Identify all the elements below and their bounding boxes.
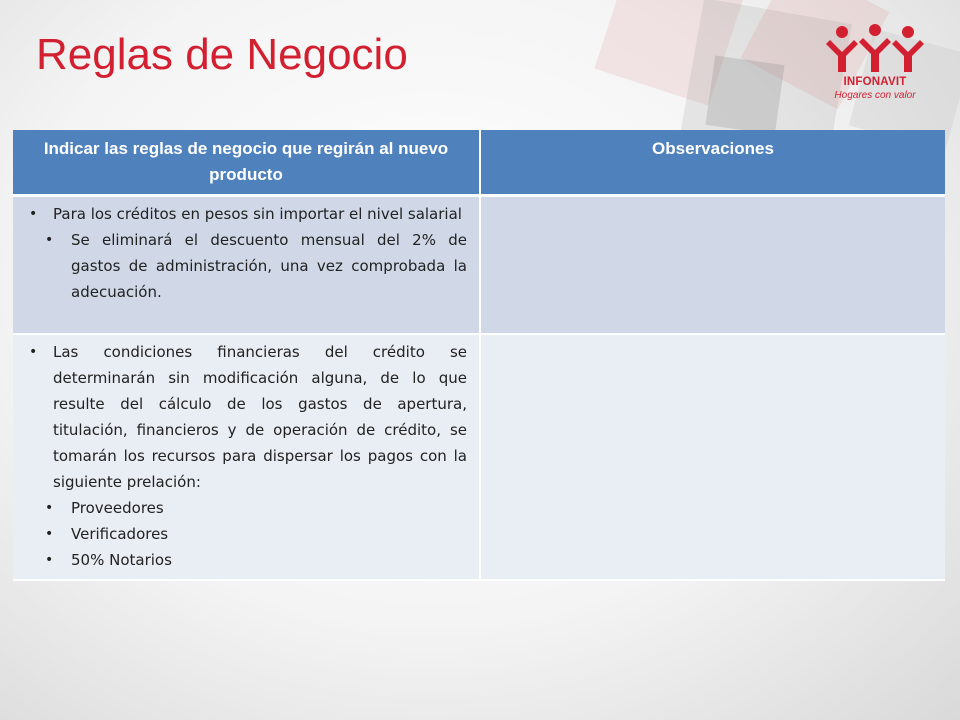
logo-tagline: Hogares con valor <box>834 90 916 101</box>
observaciones-cell[interactable] <box>480 334 945 580</box>
decorative-square <box>705 55 784 134</box>
business-rules-table <box>13 130 945 581</box>
rule-subitem: • Proveedores <box>71 495 467 521</box>
rule-list <box>25 339 467 495</box>
rule-cell <box>13 196 480 335</box>
rule-sublist <box>25 495 467 573</box>
rule-bullet: • Las condiciones financieras del crédito se determinarán sin modificación alguna, de lo que resulte del cálculo de los gastos de apertura, titulación, financieros y de operación de crédito, se tomarán los recursos para dispersar los pagos con la siguiente prelación: <box>53 339 467 495</box>
header-observaciones: Observaciones <box>480 130 945 196</box>
infonavit-logo <box>826 24 924 102</box>
observaciones-cell[interactable] <box>480 196 945 335</box>
table-row <box>13 334 945 580</box>
decorative-square <box>594 0 745 106</box>
table-row <box>13 196 945 335</box>
table-header-row <box>13 130 945 196</box>
rule-subitem: • 50% Notarios <box>71 547 467 573</box>
rule-bullet: • Para los créditos en pesos sin importar el nivel salarial <box>53 201 467 227</box>
rule-sublist <box>25 227 467 305</box>
slide-title: Reglas de Negocio <box>36 30 408 79</box>
logo-name: INFONAVIT <box>843 76 907 88</box>
infonavit-figures-logo-icon <box>826 24 924 76</box>
rule-subitem: • Se eliminará el descuento mensual del 2% de gastos de administración, una vez comprobada la adecuación. <box>71 227 467 305</box>
header-rules: Indicar las reglas de negocio que regirán al nuevo producto <box>13 130 480 196</box>
rule-list <box>25 201 467 227</box>
rule-subitem: • Verificadores <box>71 521 467 547</box>
rule-cell <box>13 334 480 580</box>
